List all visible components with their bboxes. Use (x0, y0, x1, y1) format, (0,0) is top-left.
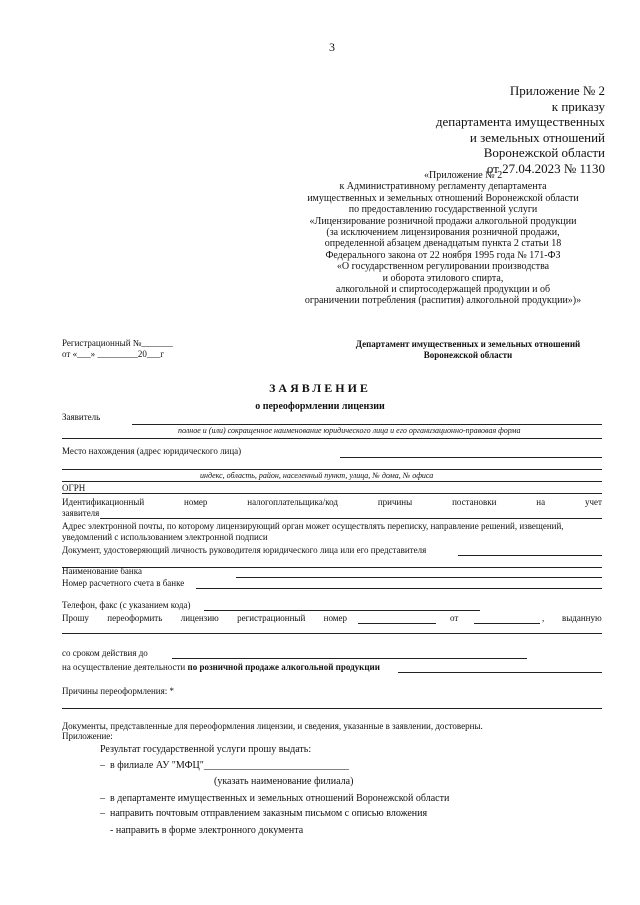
registration-number[interactable]: Регистрационный №_______ (62, 338, 173, 348)
validity-label: со сроком действия до (62, 648, 148, 658)
inn-word: постановки (452, 497, 497, 507)
regulation-line: имущественных и земельных отношений Воронежской области (307, 192, 579, 204)
regulation-line: определенной абзацем двенадцатым пункта 2 статьи 18 (324, 238, 562, 250)
inn-word: причины (377, 497, 413, 507)
document-subtitle: о переоформлении лицензии (255, 401, 385, 412)
request-word: Прошу (62, 613, 89, 623)
regulation-line: «О государственном регулировании производства (336, 261, 550, 273)
regulation-line: Федерального закона от 22 ноября 1995 года № 171-ФЗ (325, 249, 561, 261)
inn-field[interactable] (100, 518, 602, 519)
option-bullet: – (100, 760, 105, 771)
request-comma: , (542, 613, 545, 623)
request-word: лицензию (180, 613, 219, 623)
license-issuer-field[interactable] (62, 633, 602, 634)
activity-line (62, 662, 380, 672)
option-bullet: – (100, 808, 105, 819)
bank-name-field[interactable] (236, 577, 602, 578)
appendix-line: департамента имущественных (435, 114, 605, 129)
reasons-label: Причины переоформления: * (62, 686, 174, 696)
regulation-line: ограничении потребления (распития) алкогольной продукции»)» (304, 295, 582, 307)
appendix-line: к приказу (551, 98, 605, 114)
activity-type: по розничной продаже алкогольной продукции (187, 662, 380, 672)
applicant-hint: полное и (или) сокращенное наименование юридического лица и его организационно-правовая форма (178, 426, 521, 435)
ogrn-label: ОГРН (62, 483, 86, 493)
identity-doc-field-2[interactable] (62, 567, 602, 568)
option-mail[interactable] (100, 808, 427, 819)
attachment-label: Приложение: (62, 731, 113, 741)
applicant-field[interactable] (132, 424, 602, 425)
phone-label: Телефон, факс (с указанием кода) (62, 600, 191, 610)
page-number: 3 (329, 40, 335, 54)
validity-field[interactable] (172, 658, 527, 659)
location-label: Место нахождения (адрес юридического лица) (62, 446, 242, 456)
department-line-2: Воронежской области (423, 350, 513, 360)
inn-label-row (62, 497, 602, 507)
account-field[interactable] (196, 588, 602, 589)
bank-name-label: Наименование банка (62, 566, 142, 576)
appendix-line: от 27.04.2023 № 1130 (486, 160, 605, 176)
location-field[interactable] (340, 457, 602, 458)
document-title: ЗАЯВЛЕНИЕ (269, 381, 371, 395)
request-word: регистрационный (237, 613, 306, 623)
regulation-line: (за исключением лицензирования розничной продажи, (326, 227, 560, 239)
email-label-line-1: Адрес электронной почты, по которому лицензирующий орган может осуществлять переписку, направление решений, извещений, (62, 521, 564, 531)
regulation-line: «Приложение № 2 (424, 170, 503, 181)
applicant-label: Заявитель (62, 412, 101, 422)
appendix-line: и земельных отношений (469, 129, 605, 145)
option-bullet: – (100, 793, 105, 804)
applicant-field-2[interactable] (62, 438, 602, 439)
location-hint: индекс, область, район, населенный пункт, улица, № дома, № офиса (200, 471, 434, 480)
inn-word: учет (584, 497, 602, 507)
option-text: в департаменте имущественных и земельных отношений Воронежской области (110, 793, 450, 804)
option-text: направить почтовым отправлением заказным письмом с описью вложения (110, 808, 428, 819)
email-label-line-2: уведомлений с использованием электронной подписи (62, 532, 268, 542)
request-word: переоформить (107, 613, 163, 623)
location-field-3[interactable] (62, 481, 602, 482)
phone-field[interactable] (204, 610, 480, 611)
request-from: от (450, 613, 459, 623)
documents-statement: Документы, представленные для переоформления лицензии, и сведения, указанные в заявлении, достоверны. (62, 721, 483, 731)
department-line-1: Департамент имущественных и земельных отношений (355, 339, 581, 349)
regulation-line: «Лицензирование розничной продажи алкогольной продукции (309, 215, 577, 227)
regulation-line: и оборота этилового спирта, (382, 272, 504, 284)
inn-word: налогоплательщика/код (247, 497, 338, 507)
regulation-line: алкогольной и спиртосодержащей продукции и об (335, 284, 551, 296)
inn-word: номер (184, 497, 208, 507)
activity-prefix: на осуществление деятельности (62, 662, 188, 672)
option-text: в филиале АУ "МФЦ"_____________________________ (110, 760, 349, 771)
ogrn-field[interactable] (62, 493, 602, 494)
appendix-block (436, 83, 605, 176)
option-electronic[interactable] (110, 825, 303, 836)
inn-word: Идентификационный (62, 497, 145, 507)
branch-hint: (указать наименование филиала) (214, 776, 354, 787)
identity-doc-label: Документ, удостоверяющий личность руководителя юридического лица или его представителя (62, 545, 427, 555)
account-label: Номер расчетного счета в банке (62, 578, 185, 588)
regulation-line: к Административному регламенту департамента (339, 181, 547, 193)
option-bullet: - (110, 825, 114, 836)
appendix-line: Приложение № 2 (509, 83, 605, 98)
inn-cont-label: заявителя (62, 508, 100, 518)
request-word: номер (323, 613, 347, 623)
appendix-line: Воронежской области (483, 145, 605, 160)
option-mfc[interactable] (100, 760, 349, 771)
location-field-2[interactable] (62, 469, 602, 470)
registration-date[interactable]: от «___» _________20___г (62, 349, 165, 359)
regulation-line: по предоставлению государственной услуги (348, 204, 538, 216)
license-date-field[interactable] (474, 623, 540, 624)
activity-field[interactable] (398, 672, 602, 673)
request-issued: выданную (562, 613, 602, 623)
request-row (62, 613, 347, 623)
result-label: Результат государственной услуги прошу выдать: (100, 744, 312, 755)
identity-doc-field[interactable] (458, 555, 602, 556)
reasons-field[interactable] (62, 708, 602, 709)
option-text: направить в форме электронного документа (115, 825, 304, 836)
license-number-field[interactable] (358, 623, 436, 624)
regulation-ref-block (278, 170, 608, 307)
option-department[interactable] (100, 793, 449, 804)
inn-word: на (536, 497, 546, 507)
